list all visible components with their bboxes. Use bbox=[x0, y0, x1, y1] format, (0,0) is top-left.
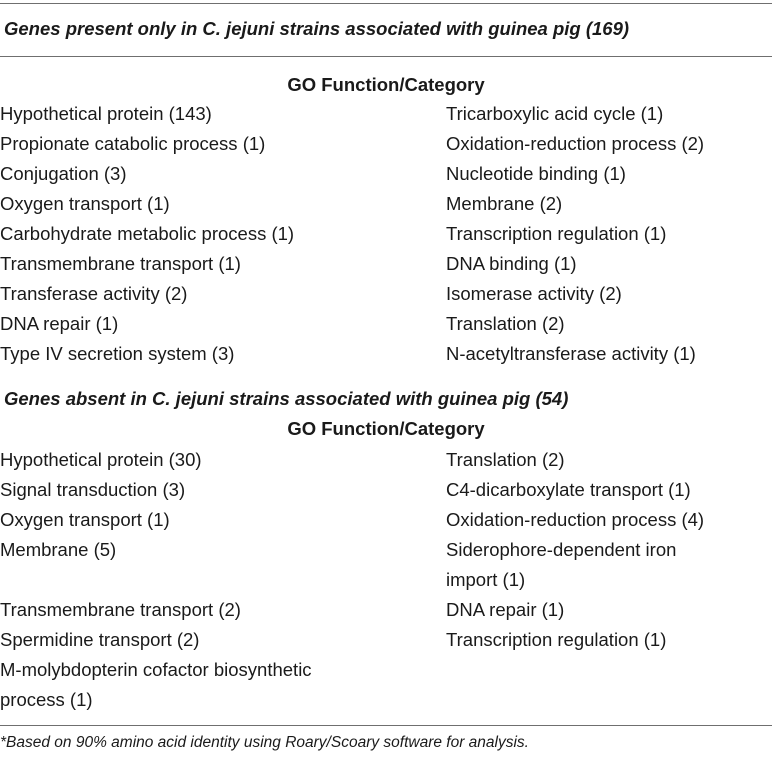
s2-left-item: Oxygen transport (1) bbox=[0, 509, 170, 530]
section1-title: Genes present only in C. jejuni strains associated with guinea pig (169) bbox=[4, 18, 630, 39]
s1-right-item: Oxidation-reduction process (2) bbox=[446, 133, 705, 154]
s2-left-item: process (1) bbox=[0, 689, 93, 710]
s1-left-item: Propionate catabolic process (1) bbox=[0, 133, 266, 154]
s2-left-item: M-molybdopterin cofactor biosynthetic bbox=[0, 659, 312, 680]
s2-left-item: Spermidine transport (2) bbox=[0, 629, 200, 650]
s2-right-item: Siderophore-dependent iron bbox=[446, 539, 677, 560]
section1-header: GO Function/Category bbox=[287, 74, 485, 95]
s2-left-item: Signal transduction (3) bbox=[0, 479, 186, 500]
s2-right-item: C4-dicarboxylate transport (1) bbox=[446, 479, 691, 500]
title-rule bbox=[0, 56, 772, 57]
section2-header: GO Function/Category bbox=[287, 418, 485, 439]
s1-left-item: Conjugation (3) bbox=[0, 163, 127, 184]
s1-left-item: Hypothetical protein (143) bbox=[0, 103, 212, 124]
footnote: *Based on 90% amino acid identity using Roary/Scoary software for analysis. bbox=[0, 734, 529, 751]
s1-right-item: DNA binding (1) bbox=[446, 253, 577, 274]
s1-left-item: Transferase activity (2) bbox=[0, 283, 188, 304]
bottom-rule bbox=[0, 725, 772, 726]
s1-right-item: Tricarboxylic acid cycle (1) bbox=[446, 103, 664, 124]
s1-right-item: N-acetyltransferase activity (1) bbox=[446, 343, 696, 364]
s1-right-item: Membrane (2) bbox=[446, 193, 563, 214]
s2-right-item: Transcription regulation (1) bbox=[446, 629, 667, 650]
s1-left-item: DNA repair (1) bbox=[0, 313, 119, 334]
s1-right-item: Translation (2) bbox=[446, 313, 565, 334]
s1-right-item: Transcription regulation (1) bbox=[446, 223, 667, 244]
s2-right-item: Oxidation-reduction process (4) bbox=[446, 509, 705, 530]
s2-left-item: Hypothetical protein (30) bbox=[0, 449, 202, 470]
s1-left-item: Oxygen transport (1) bbox=[0, 193, 170, 214]
s2-left-item: Membrane (5) bbox=[0, 539, 117, 560]
s1-right-item: Nucleotide binding (1) bbox=[446, 163, 626, 184]
s1-left-item: Transmembrane transport (1) bbox=[0, 253, 241, 274]
s2-left-item: Transmembrane transport (2) bbox=[0, 599, 241, 620]
s2-right-item: DNA repair (1) bbox=[446, 599, 565, 620]
s2-right-item: Translation (2) bbox=[446, 449, 565, 470]
s2-right-item: import (1) bbox=[446, 569, 526, 590]
section2-title: Genes absent in C. jejuni strains associated with guinea pig (54) bbox=[4, 388, 569, 409]
s1-left-item: Type IV secretion system (3) bbox=[0, 343, 235, 364]
s1-left-item: Carbohydrate metabolic process (1) bbox=[0, 223, 295, 244]
s1-right-item: Isomerase activity (2) bbox=[446, 283, 622, 304]
top-rule bbox=[0, 3, 772, 4]
